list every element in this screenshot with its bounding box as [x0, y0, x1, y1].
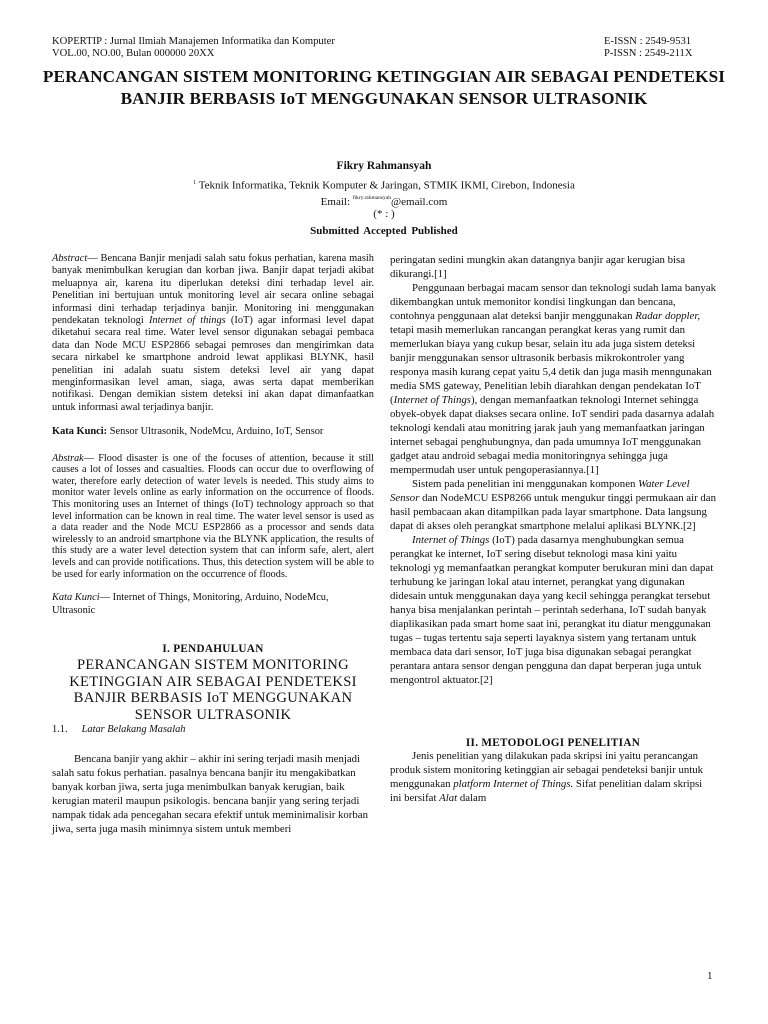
left-column	[52, 253, 374, 836]
paragraph-continued: peringatan sedini mungkin akan datangnya banjir agar kerugian bisa dikurangi.[1]	[390, 254, 686, 280]
author-block	[100, 160, 668, 221]
paragraph: Sistem pada penelitian ini menggunakan komponen Water Level Sensor dan NodeMCU ESP8266 untuk mengukur tinggi permukaan air dan hasil pembacaan akan ditampilkan pada layar smartphone. Data langsung dapat di akses oleh perangkat smartphone melalui aplikasi BLYNK.[2]	[390, 478, 716, 532]
page-number: 1	[707, 970, 713, 982]
right-column	[390, 253, 716, 805]
journal-volume: VOL.00, NO.00, Bulan 000000 20XX	[52, 48, 215, 59]
pissn: P-ISSN : 2549-211X	[604, 48, 693, 59]
author-affiliation: $^1$ Teknik Informatika, Teknik Komputer & Jaringan, STMIK IKMI, Cirebon, Indonesia	[193, 179, 575, 192]
author-email: Email: $^{fikry.rahmansyah}$@email.com	[320, 194, 448, 208]
abstract-indonesian: Abstract— Bencana Banjir menjadi salah satu fokus perhatian, karena masih banyak menimbulkan kerugian dan korban jiwa. Banjir dapat terjadi akibat meluapnya air, karena itu diperlukan deteksi dini terhadap level air. Penelitian ini bertujuan untuk monitoring level air secara online sebagai informasi dini terhadap terjadinya banjir. Monitoring ini menggunakan pendekatan teknologi Internet of things (IoT) agar informasi level dapat diketahui secara real time. Water level sensor digunakan sebagai pembaca data dan Node MCU ESP2866 sebagai pemroses dan mengirimkan data secara nirkabel ke smartphone android lewat applikasi BLYNK, hasil penelitian ini adalah suatu sistem deteksi level air yang dapat menginformasikan level aman, siaga, awas serta dapat memberikan notifikasi. Dengan demikian sistem deteksi ini akan dapat dimanfaatkan untuk informasi awal terjadinya banjir.	[52, 253, 374, 413]
journal-name: KOPERTIP : Jurnal Ilmiah Manajemen Informatika dan Komputer	[52, 36, 335, 47]
keywords-indonesian: Kata Kunci: Sensor Ultrasonik, NodeMcu, Arduino, IoT, Sensor	[52, 426, 324, 438]
section-heading-metodologi: II. METODOLOGI PENELITIAN	[465, 737, 641, 749]
submission-dates: Submitted Accepted Published	[310, 225, 458, 237]
corresponding-mark: (* : )	[373, 208, 395, 221]
paragraph: Bencana banjir yang akhir – akhir ini sering terjadi masih menjadi salah satu fokus perhatian. pasalnya bencana banjir itu mengakibatkan banyak korban jiwa, serta juga menimbulkan banyak kerugian, baik kerugian materil maupun psikologis. bencana banjir yang sering terjadi nampak tidak ada pencegahan secara efektif untuk meminimalisir korban jiwa, serta juga masih minimnya sistem untuk memberi	[52, 753, 368, 836]
keywords-english: Kata Kunci— Internet of Things, Monitoring, Arduino, NodeMcu, Ultrasonic	[52, 592, 329, 616]
paragraph: Jenis penelitian yang dilakukan pada skripsi ini yaitu perancangan produk sistem monitoring ketinggian air sebagai pendeteksi banjir untuk menggunakan platform Internet of Things. Sifat penelitian dalam skripsi ini bersifat Alat dalam	[390, 750, 704, 805]
paragraph: Penggunaan berbagai macam sensor dan teknologi sudah lama banyak dikembangkan untuk memonitor kondisi lingkungan dan bencana, contohnya penggunaan alat deteksi banjir menggunakan Radar doppler, tetapi masih memerlukan rancangan perangkat keras yang rumit dan memerlukan biaya yang cukup besar, selain itu ada juga sistem deteksi banjir menggunakan sensor ultrasonik berbasis mikrokontroler yang responya masih kurang cepat yaitu 5,4 detik dan juga masih menngunakan media SMS gateway, Penelitian lebih diarahkan dengan pendekatan IoT (Internet of Things), dengan memanfaatkan teknologi Internet sehingga obyek-obyek dapat diakses secara online. IoT sendiri pada dasarnya adalah teknologi kendali atau monitring jarak jauh yang memanfaatkan jaringan internet sebagai penghubungnya, dan pada umumnya IoT menggunakan gadget atau android sebagai media monitoringnya sehingga juga mempermudah user untuk pengoperasiannya.[1]	[390, 282, 717, 476]
eissn: E-ISSN : 2549-9531	[604, 36, 692, 47]
paragraph: Internet of Things (IoT) pada dasarnya menghubungkan semua perangkat ke internet, IoT sering disebut teknologi masa kini yaitu teknologi yg memanfaatkan perangkat komputer berukuran mini dan dapat terhubung ke jaringan lokal atau internet, perangkat yang digunakan didesain untuk menggunakan daya yang kecil sehingga perangkat tersebut hanya bisa menjalankan perintah – perintah sederhana, IoT sudah banyak diaplikasikan pada smart home saat ini, perangkat itu diatur menggunakan tugas – tugas tertentu saja seperti layaknya sistem yang tertanam untuk membaca data dari sensor, IoT juga bisa digunakan sebagai perangkat perantara antara sensor dengan pengguna dan dapat berperan juga untuk mengontrol aktuator.[2]	[390, 534, 714, 686]
author-name: Fikry Rahmansyah	[336, 160, 432, 172]
repeated-title: PERANCANGAN SISTEM MONITORING KETINGGIAN AIR SEBAGAI PENDETEKSI BANJIR BERBASIS IoT MENGGUNAKAN SENSOR ULTRASONIK	[69, 657, 357, 723]
page-header	[52, 36, 712, 60]
abstract-english: Abstrak— Flood disaster is one of the focuses of attention, because it still causes a lot of losses and casualties. Floods can occur due to overflowing of water, therefore early detection of water levels is needed. This study aims to monitor water levels online as early information on the occurrence of floods. This monitoring uses an Internet of things (IoT) technology approach so that level information can be known in real time. The water level sensor is used as a data reader and the Node MCU ESP2866 as a processor and sends data wirelessly to an android smartphone via the BLYNK application, the results of this study are a water level detection system that can inform safe, alert, alert levels and can provide notifications. Thus, this detection system will be able to be used for early information on the occurrence of floods.	[52, 452, 374, 580]
paper-title: PERANCANGAN SISTEM MONITORING KETINGGIAN AIR SEBAGAI PENDETEKSI BANJIR BERBASIS IoT MENGGUNAKAN SENSOR ULTRASONIK	[42, 67, 726, 108]
subsection-heading: 1.1. Latar Belakang Masalah	[52, 724, 186, 736]
section-heading-pendahuluan: I. PENDAHULUAN	[162, 643, 264, 656]
